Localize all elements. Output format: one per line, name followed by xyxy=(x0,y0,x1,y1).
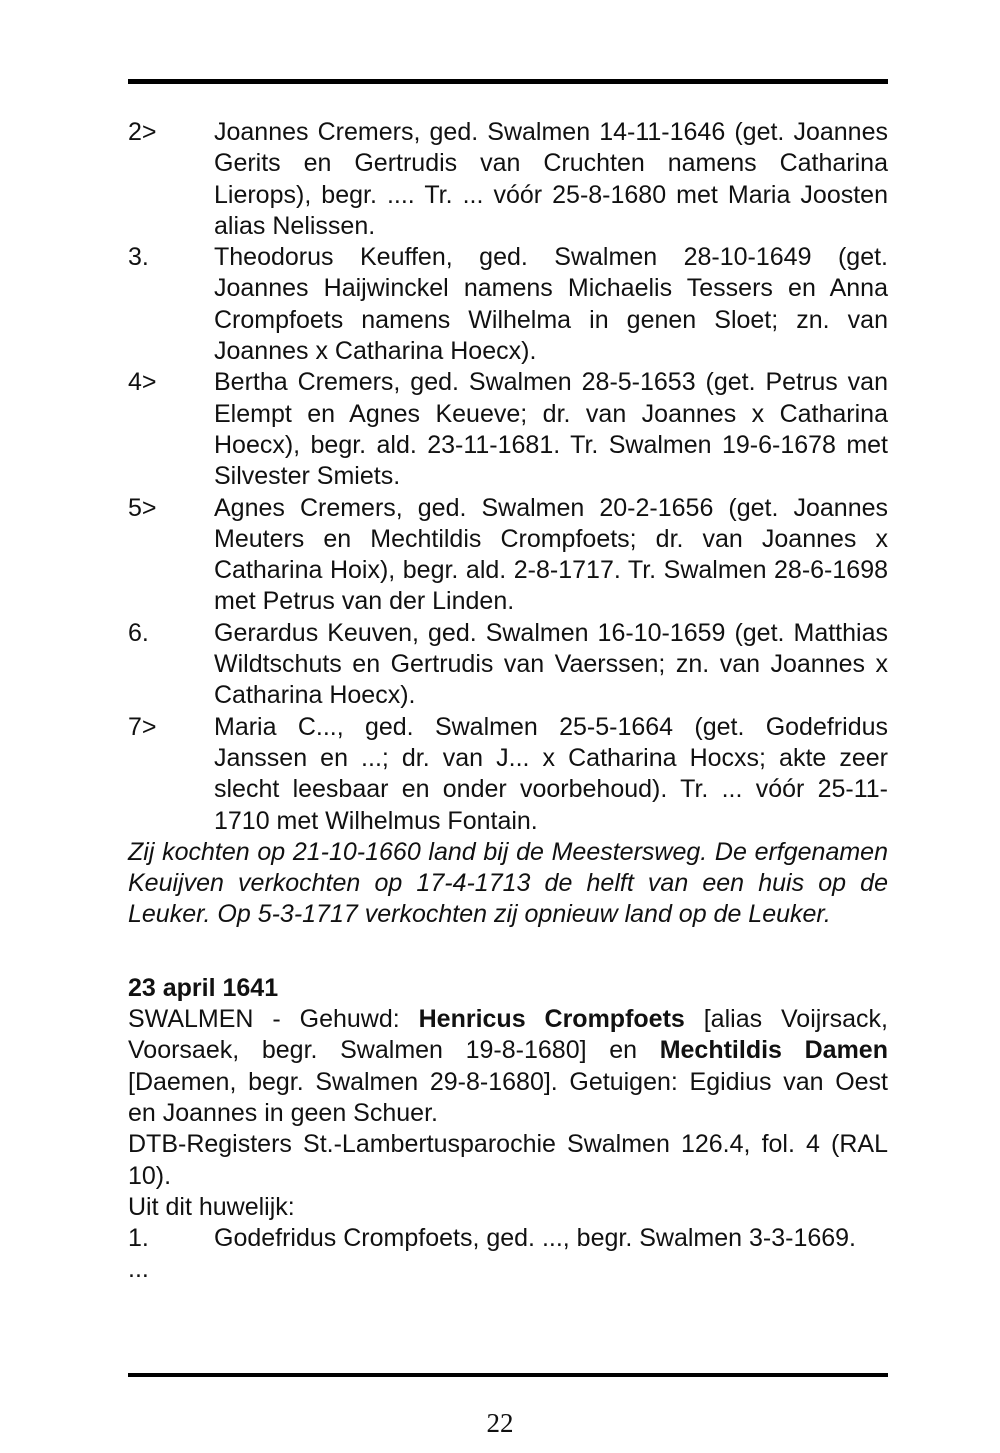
list-item-2 xyxy=(128,117,888,242)
list-item-5 xyxy=(128,493,888,618)
entry-number: 7> xyxy=(128,712,157,741)
entry-number: 1. xyxy=(128,1224,149,1253)
top-rule xyxy=(128,79,888,84)
page-content xyxy=(128,117,888,1286)
marriage-record xyxy=(128,1004,888,1129)
page-number: 22 xyxy=(486,1408,514,1438)
groom-name: Henricus Crompfoets xyxy=(418,1005,685,1034)
entry-number: 5> xyxy=(128,493,157,522)
entry-text: Bertha Cremers, ged. Swalmen 28-5-1653 (get. Petrus van Elempt en Agnes Keueve; dr. van Joannes x Catharina Hoecx), begr. ald. 23-11-1681. Tr. Swalmen 19-6-1678 met Silvester Smiets. xyxy=(214,368,888,491)
groom-details: [alias Voijrsack, Voorsaek, begr. Swalmen 19-8-1680] en xyxy=(128,1005,888,1065)
entry-text: Gerardus Keuven, ged. Swalmen 16-10-1659 (get. Matthias Wildtschuts en Gertrudis van Vaerssen; zn. van Joannes x Catharina Hoecx). xyxy=(214,618,888,710)
entry-number: 4> xyxy=(128,368,157,397)
list-item-7 xyxy=(128,712,888,837)
entry-text: Joannes Cremers, ged. Swalmen 14-11-1646 (get. Joannes Gerits en Gertrudis van Cruchten namens Catharina Lierops), begr. .... Tr. ... vóór 25-8-1680 met Maria Joosten alias Nelissen. xyxy=(214,118,888,240)
entry-text: Maria C..., ged. Swalmen 25-5-1664 (get. Godefridus Janssen en ...; dr. van J... x Catharina Hocxs; akte zeer slecht leesbaar en onder voorbehoud). Tr. ... vóór 25-11-1710 met Wilhelmus Fontain. xyxy=(214,712,888,835)
children-intro: Uit dit huwelijk: xyxy=(128,1192,295,1221)
bride-name: Mechtildis Damen xyxy=(659,1036,888,1065)
bride-details: [Daemen, begr. Swalmen 29-8-1680]. Getuigen: Egidius van Oest en Joannes in geen Schuer. xyxy=(128,1067,888,1127)
child-list-item-1 xyxy=(128,1223,888,1254)
bottom-rule xyxy=(128,1373,888,1377)
marriage-prefix: SWALMEN - Gehuwd: xyxy=(128,1005,419,1034)
ellipsis: ... xyxy=(128,1255,149,1284)
list-item-4 xyxy=(128,367,888,492)
source-reference: DTB-Registers St.-Lambertusparochie Swalmen 126.4, fol. 4 (RAL 10). xyxy=(128,1130,888,1190)
list-item-3 xyxy=(128,242,888,367)
section-gap xyxy=(128,931,888,973)
entry-text: Godefridus Crompfoets, ged. ..., begr. Swalmen 3-3-1669. xyxy=(214,1224,857,1253)
date-heading: 23 april 1641 xyxy=(128,973,279,1002)
entry-text: Agnes Cremers, ged. Swalmen 20-2-1656 (get. Joannes Meuters en Mechtildis Crompfoets; dr. van Joannes x Catharina Hoix), begr. ald. 2-8-1717. Tr. Swalmen 28-6-1698 met Petrus van der Linden. xyxy=(214,493,888,616)
italic-note: Zij kochten op 21-10-1660 land bij de Meestersweg. De erfgenamen Keuijven verkochten op 17-4-1713 de helft van een huis op de Leuker. Op 5-3-1717 verkochten zij opnieuw land op de Leuker. xyxy=(128,837,888,929)
entry-number: 2> xyxy=(128,118,157,146)
list-item-6 xyxy=(128,618,888,712)
entry-number: 3. xyxy=(128,243,149,272)
entry-text: Theodorus Keuffen, ged. Swalmen 28-10-1649 (get. Joannes Haijwinckel namens Michaelis Tessers en Anna Crompfoets namens Wilhelma in genen Sloet; zn. van Joannes x Catharina Hoecx). xyxy=(214,243,888,366)
entry-number: 6. xyxy=(128,618,149,647)
